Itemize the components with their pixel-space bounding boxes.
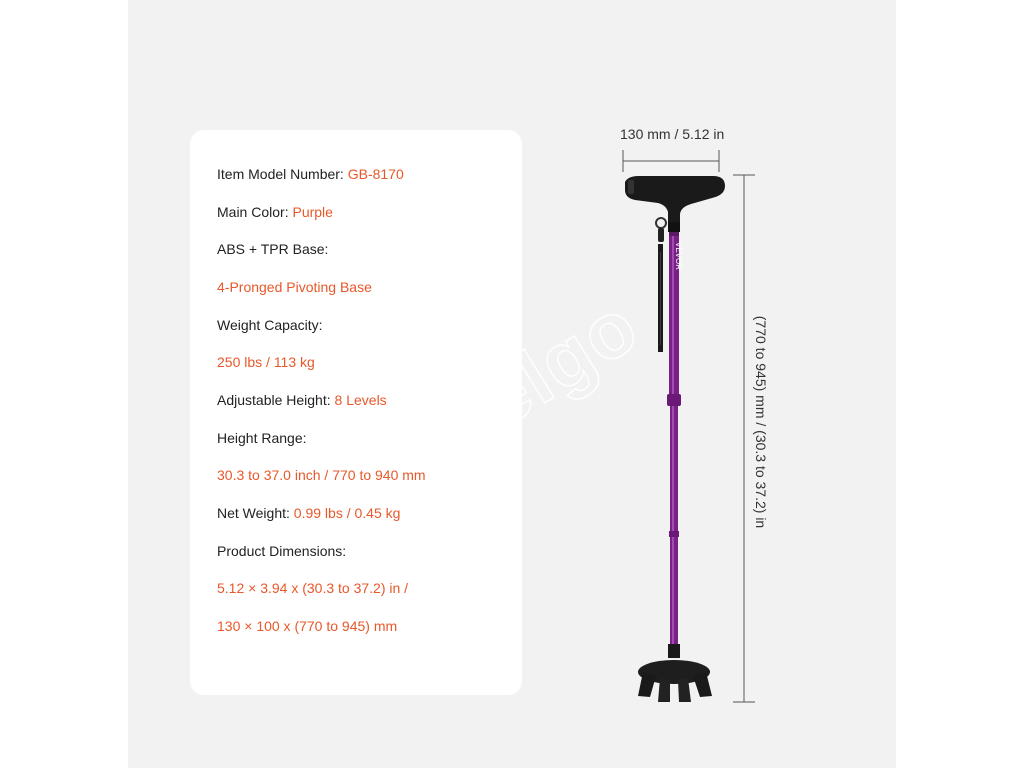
spec-dims-value-1: 5.12 × 3.94 x (30.3 to 37.2) in /	[217, 580, 409, 596]
spec-base-label: ABS + TPR Base:	[217, 241, 329, 257]
cane-lower-shaft	[669, 406, 679, 645]
width-dimension-label: 130 mm / 5.12 in	[620, 126, 725, 142]
spec-net-label: Net Weight:	[217, 505, 290, 521]
spec-range-value: 30.3 to 37.0 inch / 770 to 940 mm	[217, 467, 426, 483]
spec-base-value: 4-Pronged Pivoting Base	[217, 279, 372, 295]
spec-net-value: 0.99 lbs / 0.45 kg	[293, 505, 401, 521]
height-adjust-collar	[667, 394, 681, 406]
cane-upper-shaft	[669, 236, 683, 394]
cane-illustration	[128, 0, 896, 768]
watermark: Melgo	[407, 280, 654, 480]
brand-logo: VEVOR	[674, 242, 683, 271]
product-image-canvas	[128, 0, 896, 768]
spec-adjust-label: Adjustable Height:	[217, 392, 331, 408]
spec-capacity-label: Weight Capacity:	[217, 317, 323, 333]
height-dimension-label: (770 to 945) mm / (30.3 to 37.2) in	[753, 315, 769, 529]
wrist-strap	[656, 218, 666, 352]
width-dimension-line	[623, 150, 719, 172]
spec-color-value: Purple	[292, 204, 333, 220]
height-dimension-line	[733, 175, 755, 702]
spec-dims-label: Product Dimensions:	[217, 543, 347, 559]
cane-handle	[625, 176, 725, 236]
spec-dims-value-2: 130 × 100 x (770 to 945) mm	[217, 618, 398, 634]
spec-color-label: Main Color:	[217, 204, 289, 220]
spec-range-label: Height Range:	[217, 430, 307, 446]
spec-adjust-value: 8 Levels	[334, 392, 387, 408]
four-prong-base	[638, 644, 712, 702]
spec-model-label: Item Model Number:	[217, 166, 344, 182]
spec-capacity-value: 250 lbs / 113 kg	[217, 354, 315, 370]
spec-model-value: GB-8170	[347, 166, 404, 182]
